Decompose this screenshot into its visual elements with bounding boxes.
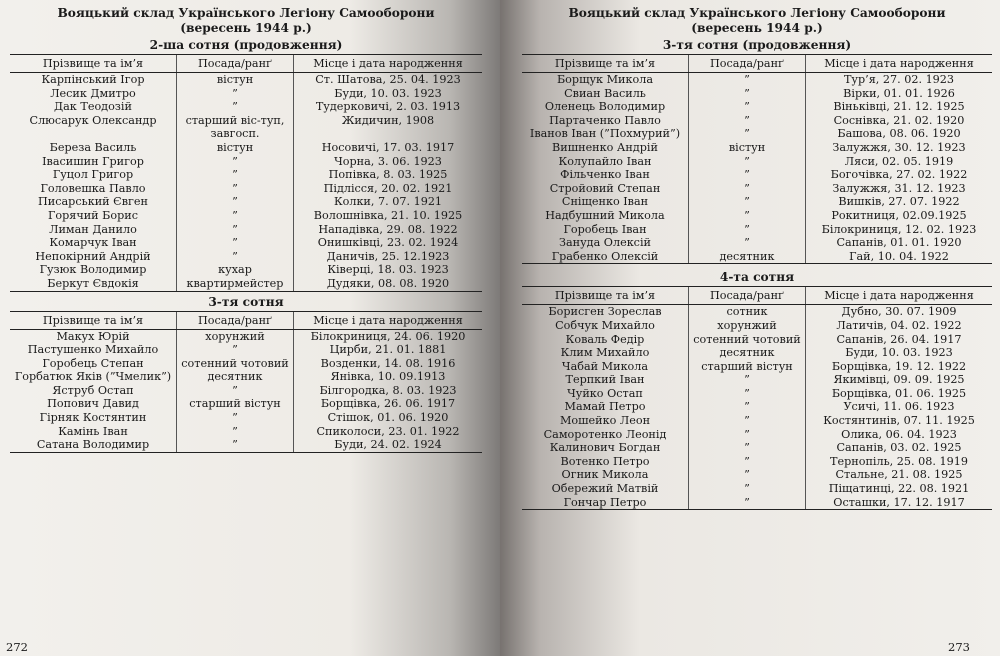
- table-row: [10, 425, 482, 439]
- cell-birth: Возденки, 14. 08. 1916: [294, 357, 483, 371]
- cell-birth: Чорна, 3. 06. 1923: [294, 155, 483, 169]
- cell-rank: ”: [177, 182, 294, 196]
- cell-birth: Якимівці, 09. 09. 1925: [806, 373, 993, 387]
- cell-birth: Борщівка, 19. 12. 1922: [806, 360, 993, 374]
- cell-birth: Борщівка, 01. 06. 1925: [806, 387, 993, 401]
- table-row: [522, 305, 992, 319]
- col-rank-header: Посада/ранґ: [689, 55, 806, 73]
- cell-name: Колупайло Іван: [558, 154, 652, 168]
- cell-birth: Сапанів, 01. 01. 1920: [806, 236, 993, 250]
- table-row: [10, 236, 482, 250]
- cell-birth: Віньківці, 21. 12. 1925: [806, 100, 993, 114]
- table-row: [522, 155, 992, 169]
- cell-rank: вістун: [177, 73, 294, 87]
- roster-table: [522, 54, 992, 264]
- cell-birth: Білокриниця, 24. 06. 1920: [294, 329, 483, 343]
- table-row: [10, 370, 482, 384]
- table-row: [522, 400, 992, 414]
- cell-name: Горбатюк Яків (”Чмелик”): [14, 370, 172, 384]
- table-row: [522, 73, 992, 87]
- right-page: [500, 0, 1000, 656]
- table-row: [10, 182, 482, 196]
- cell-birth: Стальне, 21. 08. 1925: [806, 468, 993, 482]
- table-row: [10, 209, 482, 223]
- cell-birth: Ківерці, 18. 03. 1923: [294, 263, 483, 277]
- cell-name: Писарський Євген: [38, 195, 148, 209]
- header-subtitle: (вересень 1944 р.): [691, 21, 823, 35]
- cell-birth: Буди, 24. 02. 1924: [294, 438, 483, 452]
- col-birth-header: Місце і дата народження: [806, 287, 993, 305]
- table-row: [522, 441, 992, 455]
- cell-birth: Янівка, 10. 09.1913: [294, 370, 483, 384]
- cell-name: Чуйко Остап: [567, 386, 643, 400]
- cell-birth: Даничів, 25. 12.1923: [294, 250, 483, 264]
- cell-name: Сатана Володимир: [10, 438, 177, 452]
- col-name-header: Прізвище та ім’я: [10, 55, 177, 73]
- cell-birth: Сапанів, 26. 04. 1917: [806, 333, 993, 347]
- cell-rank: ”: [689, 155, 806, 169]
- cell-rank: ”: [689, 236, 806, 250]
- cell-rank: десятник: [689, 346, 806, 360]
- cell-rank: ”: [689, 209, 806, 223]
- cell-name: Береза Василь: [49, 140, 137, 154]
- cell-rank: ”: [177, 223, 294, 237]
- cell-name: Борщук Микола: [556, 73, 654, 86]
- cell-birth: Цирби, 21. 01. 1881: [294, 343, 483, 357]
- page-header: [522, 6, 992, 36]
- cell-birth: Білокриниця, 12. 02. 1923: [806, 223, 993, 237]
- col-name-header: Прізвище та ім’я: [522, 55, 689, 73]
- table-row: [522, 182, 992, 196]
- cell-name: Надбушний Микола: [545, 208, 665, 222]
- cell-birth: Рокитниця, 02.09.1925: [806, 209, 993, 223]
- cell-name: Сніщенко Іван: [561, 195, 649, 209]
- table-row: [522, 168, 992, 182]
- cell-birth: Латичів, 04. 02. 1922: [806, 319, 993, 333]
- table-row: [522, 428, 992, 442]
- cell-name: Мошейко Леон: [559, 414, 651, 428]
- cell-birth: Підлісся, 20. 02. 1921: [294, 182, 483, 196]
- cell-birth: Ляси, 02. 05. 1919: [806, 155, 993, 169]
- table-row: [522, 195, 992, 209]
- table-row: [522, 141, 992, 155]
- cell-birth: Стішок, 01. 06. 1920: [294, 411, 483, 425]
- cell-name: Мамай Петро: [564, 400, 646, 414]
- cell-rank: ”: [689, 428, 806, 442]
- section-title: 3-тя сотня: [208, 294, 284, 309]
- cell-birth: Ст. Шатова, 25. 04. 1923: [294, 73, 483, 87]
- table-row: [10, 329, 482, 343]
- cell-birth: Осташки, 17. 12. 1917: [806, 496, 993, 510]
- cell-rank: ”: [689, 87, 806, 101]
- cell-rank: ”: [177, 438, 294, 452]
- table-row: [522, 414, 992, 428]
- cell-rank: десятник: [689, 250, 806, 264]
- col-rank-header: Посада/ранґ: [177, 311, 294, 329]
- table-row: [10, 73, 482, 87]
- table-row: [522, 250, 992, 264]
- table-row: [522, 209, 992, 223]
- cell-birth: Усичі, 11. 06. 1923: [806, 400, 993, 414]
- cell-name: Макух Юрій: [56, 329, 130, 343]
- cell-birth: Носовичі, 17. 03. 1917: [294, 141, 483, 155]
- cell-name: Слюсарук Олександр: [29, 113, 157, 127]
- table-row: [522, 333, 992, 347]
- cell-name: Зануда Олексій: [559, 236, 651, 250]
- col-birth-header: Місце і дата народження: [806, 55, 993, 73]
- table-row: [10, 223, 482, 237]
- table-row: [522, 236, 992, 250]
- cell-name: Огник Микола: [561, 468, 649, 482]
- cell-name: Лесик Дмитро: [50, 86, 136, 100]
- cell-name: Вотенко Петро: [560, 454, 650, 468]
- cell-birth: Соснівка, 21. 02. 1920: [806, 114, 993, 128]
- cell-rank: ”: [177, 209, 294, 223]
- table-row: [10, 114, 482, 141]
- cell-birth: Буди, 10. 03. 1923: [294, 87, 483, 101]
- cell-name: Коваль Федір: [565, 332, 645, 346]
- cell-rank: ”: [177, 250, 294, 264]
- cell-name: Лиман Данило: [49, 222, 137, 236]
- table-row: [10, 357, 482, 371]
- table-row: [522, 346, 992, 360]
- cell-birth: Вишків, 27. 07. 1922: [806, 195, 993, 209]
- cell-rank: ”: [689, 496, 806, 510]
- cell-name: Калинович Богдан: [549, 441, 661, 455]
- table-row: [10, 155, 482, 169]
- cell-rank: старший вістун: [177, 397, 294, 411]
- cell-birth: Онишківці, 23. 02. 1924: [294, 236, 483, 250]
- cell-rank: ”: [177, 343, 294, 357]
- cell-rank: ”: [689, 114, 806, 128]
- roster-table: [522, 286, 992, 510]
- cell-name: Дак Теодозій: [54, 100, 132, 114]
- cell-birth: Буди, 10. 03. 1923: [806, 346, 993, 360]
- cell-birth: Гай, 10. 04. 1922: [806, 250, 993, 264]
- cell-name: Гузюк Володимир: [39, 263, 147, 277]
- col-birth-header: Місце і дата народження: [294, 311, 483, 329]
- cell-name: Горобець Іван: [563, 222, 647, 236]
- cell-rank: хорунжий: [177, 329, 294, 343]
- cell-birth: Борщівка, 26. 06. 1917: [294, 397, 483, 411]
- table-row: [522, 373, 992, 387]
- page-number: 272: [6, 640, 28, 654]
- cell-rank: ”: [177, 100, 294, 114]
- cell-birth: Жидичин, 1908: [294, 114, 483, 141]
- cell-birth: Білгородка, 8. 03. 1923: [294, 384, 483, 398]
- cell-rank: старший віс-туп, завгосп.: [177, 114, 294, 141]
- table-row: [522, 387, 992, 401]
- col-birth-header: Місце і дата народження: [294, 55, 483, 73]
- cell-birth: Вірки, 01. 01. 1926: [806, 87, 993, 101]
- cell-rank: ”: [689, 468, 806, 482]
- cell-name: Івасишин Григор: [42, 154, 144, 168]
- table-row: [10, 195, 482, 209]
- section-title: 4-та сотня: [719, 270, 795, 285]
- col-rank-header: Посада/ранґ: [177, 55, 294, 73]
- cell-name: Гуцол Григор: [52, 168, 134, 182]
- cell-birth: Залужжя, 31. 12. 1923: [806, 182, 993, 196]
- cell-name: Горячий Борис: [47, 208, 139, 222]
- cell-name: Карпінський Ігор: [41, 73, 145, 86]
- cell-rank: ”: [689, 387, 806, 401]
- table-row: [522, 87, 992, 101]
- table-row: [10, 384, 482, 398]
- cell-birth: Залужжя, 30. 12. 1923: [806, 141, 993, 155]
- cell-rank: ”: [177, 168, 294, 182]
- table-row: [10, 100, 482, 114]
- cell-name: Саморотенко Леонід: [543, 427, 667, 441]
- cell-rank: квартирмейстер: [177, 277, 294, 291]
- roster-table: [10, 54, 482, 292]
- cell-birth: Дудяки, 08. 08. 1920: [294, 277, 483, 291]
- table-row: [522, 468, 992, 482]
- cell-rank: ”: [689, 195, 806, 209]
- cell-rank: ”: [689, 455, 806, 469]
- cell-name: Попович Давид: [47, 397, 139, 411]
- cell-name: Обережий Матвій: [551, 482, 659, 496]
- cell-rank: ”: [177, 155, 294, 169]
- header-title: Вояцький склад Українського Легіону Самооборони: [57, 6, 435, 20]
- cell-rank: старший вістун: [689, 360, 806, 374]
- cell-name: Свиан Василь: [564, 86, 646, 100]
- cell-birth: Костянтинів, 07. 11. 1925: [806, 414, 993, 428]
- cell-birth: Піщатинці, 22. 08. 1921: [806, 482, 993, 496]
- cell-birth: Дубно, 30. 07. 1909: [806, 305, 993, 319]
- section-title: 2-ша сотня (продовження): [149, 38, 343, 52]
- cell-name: Стройовий Степан: [549, 181, 661, 195]
- table-row: [10, 168, 482, 182]
- cell-rank: ”: [177, 384, 294, 398]
- cell-name: Беркут Євдокія: [10, 277, 177, 291]
- cell-rank: ”: [689, 400, 806, 414]
- table-row: [10, 397, 482, 411]
- header-title: Вояцький склад Українського Легіону Самооборони: [568, 6, 946, 20]
- table-row: [522, 496, 992, 510]
- cell-rank: вістун: [689, 141, 806, 155]
- cell-birth: Нападівка, 29. 08. 1922: [294, 223, 483, 237]
- table-row: [522, 100, 992, 114]
- cell-rank: хорунжий: [689, 319, 806, 333]
- cell-birth: Тернопіль, 25. 08. 1919: [806, 455, 993, 469]
- cell-name: Клим Михайло: [560, 346, 650, 360]
- table-row: [10, 411, 482, 425]
- cell-name: Горобець Степан: [42, 356, 144, 370]
- cell-name: Гончар Петро: [522, 496, 689, 510]
- cell-name: Фільченко Іван: [560, 168, 650, 182]
- cell-rank: ”: [689, 482, 806, 496]
- table-row: [10, 141, 482, 155]
- cell-name: Яструб Остап: [52, 383, 134, 397]
- cell-rank: ”: [689, 223, 806, 237]
- cell-rank: вістун: [177, 141, 294, 155]
- table-row: [522, 127, 992, 141]
- cell-rank: сотенний чотовий: [689, 333, 806, 347]
- col-name-header: Прізвище та ім’я: [522, 287, 689, 305]
- cell-rank: десятник: [177, 370, 294, 384]
- cell-rank: ”: [177, 425, 294, 439]
- cell-birth: Олика, 06. 04. 1923: [806, 428, 993, 442]
- table-row: [10, 277, 482, 291]
- cell-rank: ”: [689, 168, 806, 182]
- cell-name: Головешка Павло: [40, 181, 146, 195]
- cell-name: Партаченко Павло: [549, 113, 661, 127]
- table-row: [10, 343, 482, 357]
- table-row: [10, 438, 482, 452]
- cell-birth: Сапанів, 03. 02. 1925: [806, 441, 993, 455]
- cell-rank: ”: [689, 73, 806, 87]
- cell-rank: ”: [177, 87, 294, 101]
- table-row: [522, 360, 992, 374]
- table-row: [10, 87, 482, 101]
- table-row: [522, 455, 992, 469]
- cell-rank: кухар: [177, 263, 294, 277]
- table-row: [10, 263, 482, 277]
- cell-birth: Тур’я, 27. 02. 1923: [806, 73, 993, 87]
- cell-birth: Волошнівка, 21. 10. 1925: [294, 209, 483, 223]
- table-row: [522, 482, 992, 496]
- roster-table: [10, 311, 482, 453]
- cell-rank: ”: [689, 414, 806, 428]
- cell-birth: Колки, 7. 07. 1921: [294, 195, 483, 209]
- col-rank-header: Посада/ранґ: [689, 287, 806, 305]
- cell-rank: ”: [177, 411, 294, 425]
- cell-name: Непокірний Андрій: [35, 249, 151, 263]
- table-row: [522, 223, 992, 237]
- cell-rank: сотенний чотовий: [177, 357, 294, 371]
- page-number: 273: [948, 640, 970, 654]
- cell-rank: ”: [177, 236, 294, 250]
- table-row: [522, 319, 992, 333]
- cell-rank: сотник: [689, 305, 806, 319]
- cell-birth: Тудерковичі, 2. 03. 1913: [294, 100, 483, 114]
- cell-birth: Попівка, 8. 03. 1925: [294, 168, 483, 182]
- cell-rank: ”: [689, 127, 806, 141]
- cell-name: Борисген Зореслав: [548, 305, 662, 319]
- cell-name: Оленець Володимир: [544, 100, 666, 114]
- cell-name: Пастушенко Михайло: [27, 343, 159, 357]
- cell-name: Чабай Микола: [561, 359, 649, 373]
- cell-name: Терпкий Іван: [565, 373, 645, 387]
- cell-name: Гірняк Костянтин: [39, 411, 147, 425]
- cell-name: Іванов Іван (”Похмурий”): [529, 127, 681, 141]
- header-subtitle: (вересень 1944 р.): [180, 21, 312, 35]
- table-row: [10, 250, 482, 264]
- col-name-header: Прізвище та ім’я: [10, 311, 177, 329]
- cell-rank: ”: [177, 195, 294, 209]
- cell-name: Вишненко Андрій: [552, 140, 658, 154]
- cell-rank: ”: [689, 373, 806, 387]
- cell-name: Камінь Іван: [58, 424, 128, 438]
- table-row: [522, 114, 992, 128]
- section-title: 3-тя сотня (продовження): [662, 38, 852, 52]
- cell-birth: Башова, 08. 06. 1920: [806, 127, 993, 141]
- cell-rank: ”: [689, 100, 806, 114]
- cell-birth: Богочівка, 27. 02. 1922: [806, 168, 993, 182]
- cell-rank: ”: [689, 182, 806, 196]
- page-header: [10, 6, 482, 36]
- cell-name: Грабенко Олексій: [522, 250, 689, 264]
- cell-name: Собчук Михайло: [555, 318, 655, 332]
- cell-rank: ”: [689, 441, 806, 455]
- cell-birth: Спиколоси, 23. 01. 1922: [294, 425, 483, 439]
- cell-name: Комарчук Іван: [49, 236, 137, 250]
